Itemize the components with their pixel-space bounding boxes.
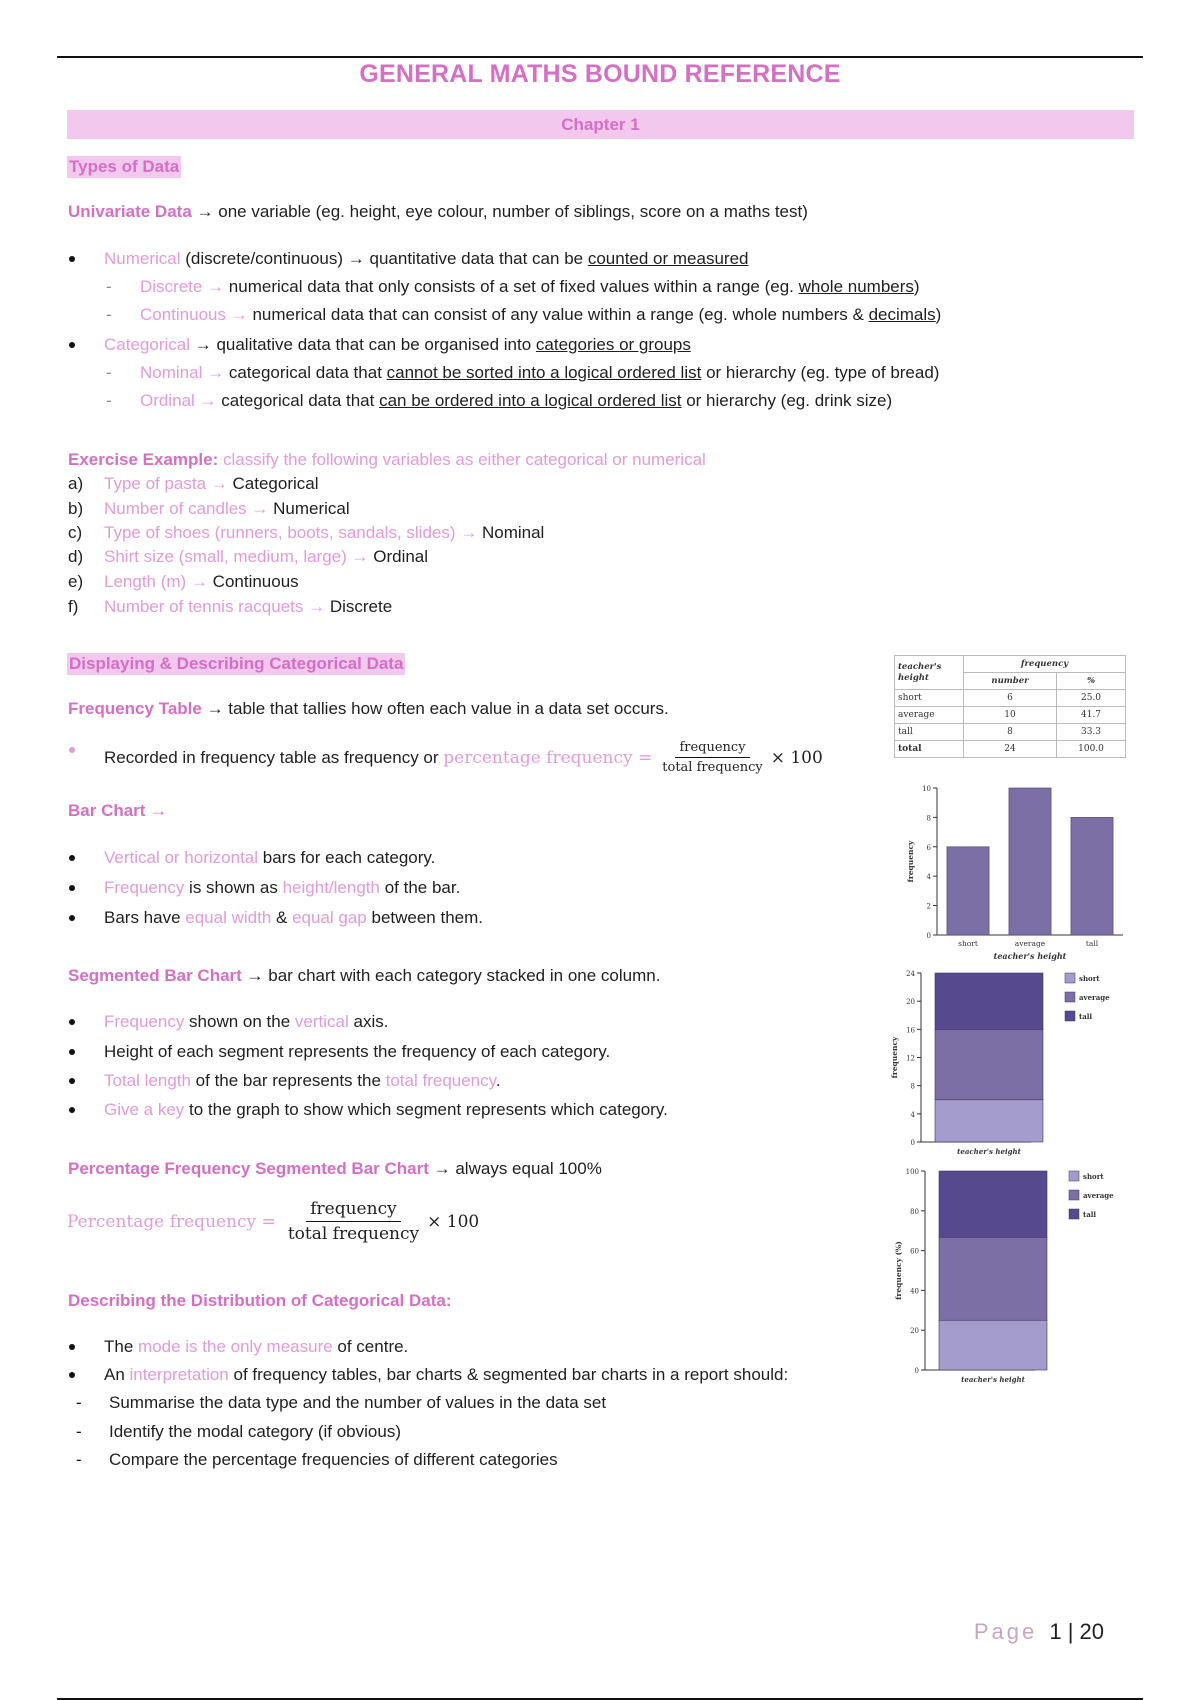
numerical-bullet: Numerical (discrete/continuous) → quantitative data that can be counted or measured: [104, 249, 749, 268]
y-tick-label: 4: [926, 873, 931, 882]
bar-chart-heading: Bar Chart →: [68, 801, 168, 820]
exercise-item: f) Number of tennis racquets → Discrete: [68, 597, 393, 616]
x-axis-label: teacher's height: [993, 951, 1067, 961]
segmented-bullet-3: Total length of the bar represents the total frequency.: [104, 1071, 501, 1090]
segmented-bullet-4: Give a key to the graph to show which segment represents which category.: [104, 1100, 668, 1119]
legend-swatch: [1065, 1011, 1075, 1021]
page-number: 1 | 20: [1049, 1619, 1104, 1644]
segmented-bullet-2: Height of each segment represents the frequency of each category.: [104, 1042, 611, 1061]
bar-segment: [939, 1320, 1047, 1370]
table-row: total 24 100.0: [895, 741, 1126, 758]
fraction: $\frac{\text{frequency}}{\text{total frequency}}$: [662, 740, 763, 775]
describing-bullet-1: The mode is the only measure of centre.: [104, 1337, 409, 1356]
describing-dash-1: - Summarise the data type and the number of values in the data set: [109, 1393, 606, 1413]
x-axis-label: teacher's height: [961, 1375, 1025, 1384]
y-tick-label: 0: [914, 1367, 919, 1375]
exercise-item: a) Type of pasta → Categorical: [68, 474, 319, 493]
legend-swatch: [1069, 1209, 1079, 1219]
legend-swatch: [1069, 1171, 1079, 1181]
bar: [947, 847, 989, 935]
y-tick-label: 0: [910, 1139, 915, 1147]
bar-segment: [939, 1237, 1047, 1320]
table-subheader: number: [964, 673, 1057, 690]
describing-heading: Describing the Distribution of Categorical Data:: [68, 1291, 452, 1310]
legend-label: average: [1079, 993, 1110, 1002]
y-tick-label: 4: [910, 1110, 915, 1119]
percentage-segmented-bar-chart: [895, 1163, 1135, 1388]
x-tick-label: average: [1014, 939, 1046, 948]
univariate-arrow: →: [191, 202, 219, 221]
univariate-line: [68, 202, 808, 222]
displaying-heading: Displaying & Describing Categorical Data: [69, 654, 404, 673]
bar-chart: [895, 780, 1135, 965]
bar-segment: [935, 1029, 1043, 1099]
bar-chart-bullet-3: Bars have equal width & equal gap between them.: [104, 908, 484, 927]
bar-chart-bullet-1: Vertical or horizontal bars for each category.: [104, 848, 436, 867]
segmented-bar-line: Segmented Bar Chart → bar chart with each category stacked in one column.: [68, 966, 661, 985]
continuous-item: - Continuous → numerical data that can consist of any value within a range (eg. whole numbers & decimals): [140, 305, 941, 325]
y-tick-label: 10: [922, 785, 931, 793]
y-axis-label: frequency: [906, 840, 915, 883]
table-header: frequency: [964, 656, 1126, 673]
exercise-item: c) Type of shoes (runners, boots, sandals, slides) → Nominal: [68, 523, 545, 542]
y-tick-label: 40: [910, 1287, 919, 1296]
y-tick-label: 8: [926, 814, 931, 823]
recorded-bullet: Recorded in frequency table as frequency or percentage frequency = $\frac{\text{frequency}}{\text{total frequency}}$ × 100: [104, 740, 823, 775]
y-tick-label: 8: [910, 1082, 915, 1091]
y-axis-label: frequency (%): [894, 1241, 903, 1300]
table-row: tall 8 33.3: [895, 724, 1126, 741]
segmented-bullet-1: Frequency shown on the vertical axis.: [104, 1012, 389, 1031]
table-header: teacher's height: [895, 656, 964, 690]
bar-segment: [939, 1171, 1047, 1237]
table-row: short 6 25.0: [895, 690, 1126, 707]
y-tick-label: 80: [910, 1207, 919, 1216]
percentage-formula: Percentage frequency = $\frac{\text{frequency}}{\text{total frequency}}$ × 100: [67, 1199, 480, 1244]
nominal-item: - Nominal → categorical data that cannot be sorted into a logical ordered list or hierarchy (eg. type of bread): [140, 363, 939, 383]
bar: [1009, 788, 1051, 935]
percentage-segmented-line: Percentage Frequency Segmented Bar Chart → always equal 100%: [68, 1159, 602, 1178]
exercise-item: d) Shirt size (small, medium, large) → Ordinal: [68, 547, 429, 566]
page-footer: [974, 1619, 1104, 1645]
y-tick-label: 100: [905, 1168, 919, 1176]
exercise-heading: Exercise Example: classify the following variables as either categorical or numerical: [68, 450, 706, 469]
chapter-banner: Chapter 1: [67, 110, 1134, 139]
top-rule: [57, 56, 1143, 58]
y-tick-label: 0: [926, 932, 931, 940]
bar-chart-bullet-2: Frequency is shown as height/length of the bar.: [104, 878, 461, 897]
univariate-term: Univariate Data: [68, 202, 192, 221]
y-tick-label: 16: [906, 1026, 915, 1035]
legend-label: short: [1079, 974, 1100, 983]
bar: [1071, 817, 1113, 935]
y-axis-label: frequency: [890, 1036, 899, 1079]
legend-label: tall: [1079, 1012, 1093, 1021]
legend-swatch: [1065, 992, 1075, 1002]
frequency-table-line: Frequency Table → table that tallies how often each value in a data set occurs.: [68, 699, 669, 718]
legend-label: short: [1083, 1172, 1104, 1181]
y-tick-label: 2: [926, 902, 931, 911]
legend-swatch: [1065, 973, 1075, 983]
categorical-bullet: Categorical → qualitative data that can be organised into categories or groups: [104, 335, 691, 354]
y-tick-label: 12: [906, 1054, 915, 1063]
types-of-data-heading: Types of Data: [69, 157, 180, 176]
y-tick-label: 20: [906, 998, 915, 1007]
table-subheader: %: [1057, 673, 1126, 690]
y-tick-label: 60: [910, 1247, 919, 1256]
exercise-item: e) Length (m) → Continuous: [68, 572, 299, 591]
y-tick-label: 24: [906, 970, 915, 978]
page-word: Page: [973, 1619, 1038, 1644]
legend-label: tall: [1083, 1210, 1097, 1219]
discrete-item: - Discrete → numerical data that only consists of a set of fixed values within a range (eg. whole numbers): [140, 277, 920, 297]
table-row: average 10 41.7: [895, 707, 1126, 724]
x-tick-label: short: [958, 939, 978, 948]
frequency-table: [894, 655, 1126, 758]
x-tick-label: tall: [1085, 939, 1099, 948]
fraction: $\frac{\text{frequency}}{\text{total frequency}}$: [287, 1199, 420, 1244]
legend-label: average: [1083, 1191, 1114, 1200]
bar-segment: [935, 1100, 1043, 1142]
x-axis-label: teacher's height: [957, 1147, 1021, 1156]
segmented-bar-chart: [890, 965, 1135, 1165]
y-tick-label: 6: [926, 843, 931, 852]
legend-swatch: [1069, 1190, 1079, 1200]
describing-dash-3: - Compare the percentage frequencies of different categories: [109, 1450, 558, 1470]
exercise-item: b) Number of candles → Numerical: [68, 499, 350, 518]
y-tick-label: 20: [910, 1327, 919, 1336]
describing-dash-2: - Identify the modal category (if obvious): [109, 1422, 401, 1442]
page-title: GENERAL MATHS BOUND REFERENCE: [359, 60, 841, 88]
describing-bullet-2: An interpretation of frequency tables, bar charts & segmented bar charts in a report should:: [104, 1365, 789, 1384]
ordinal-item: - Ordinal → categorical data that can be ordered into a logical ordered list or hierarchy (eg. drink size): [140, 391, 892, 411]
bar-segment: [935, 973, 1043, 1029]
univariate-desc: one variable (eg. height, eye colour, number of siblings, score on a maths test): [218, 202, 808, 221]
